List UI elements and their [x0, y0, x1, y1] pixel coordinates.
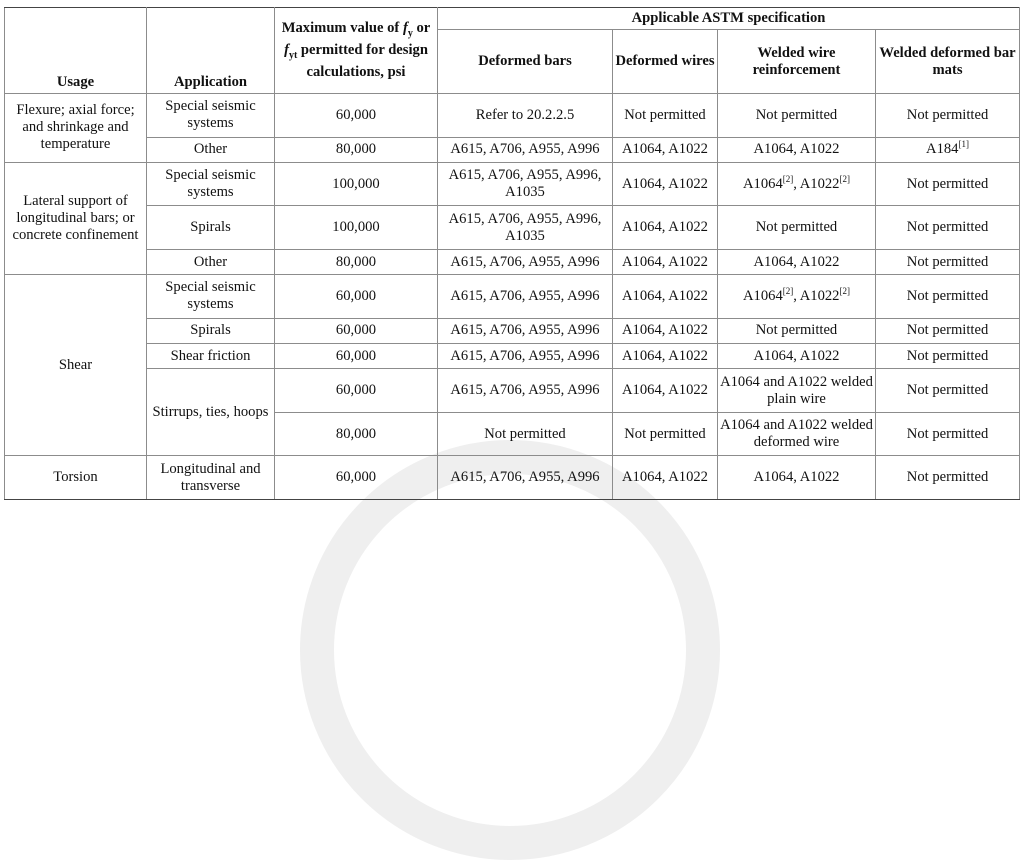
welded-mats-cell: Not permitted: [876, 318, 1020, 343]
welded-wire-cell: A1064 and A1022 welded plain wire: [718, 369, 876, 413]
deformed-wires-cell: A1064, A1022: [613, 369, 718, 413]
welded-mats-cell: Not permitted: [876, 249, 1020, 274]
header-astm-spec: Applicable ASTM specification: [438, 8, 1020, 30]
header-welded-wire: Welded wire reinforcement: [718, 30, 876, 94]
max-value-cell: 100,000: [275, 162, 438, 206]
astm-specification-table: [4, 7, 1020, 500]
deformed-bars-cell: A615, A706, A955, A996: [438, 343, 613, 368]
welded-mats-cell: Not permitted: [876, 343, 1020, 368]
deformed-bars-cell: Not permitted: [438, 412, 613, 456]
welded-mats-cell: A184[1]: [876, 137, 1020, 162]
welded-mats-cell: Not permitted: [876, 94, 1020, 138]
welded-wire-cell: A1064[2], A1022[2]: [718, 162, 876, 206]
max-value-cell: 60,000: [275, 275, 438, 319]
welded-mats-cell: Not permitted: [876, 162, 1020, 206]
header-deformed-bars: Deformed bars: [438, 30, 613, 94]
welded-wire-cell: A1064, A1022: [718, 343, 876, 368]
application-cell: Stirrups, ties, hoops: [147, 369, 275, 456]
header-max-fy: Maximum value of $f_y$ or $f_{yt}$ permitted for design calculations, psi: [275, 8, 438, 94]
usage-flexure: Flexure; axial force; and shrinkage and temperature: [5, 94, 147, 163]
application-cell: Longitudinal and transverse: [147, 456, 275, 500]
max-value-cell: 60,000: [275, 369, 438, 413]
application-cell: Spirals: [147, 318, 275, 343]
deformed-wires-cell: A1064, A1022: [613, 318, 718, 343]
table-row: [5, 94, 1020, 138]
deformed-bars-cell: A615, A706, A955, A996: [438, 456, 613, 500]
deformed-wires-cell: A1064, A1022: [613, 249, 718, 274]
deformed-bars-cell: A615, A706, A955, A996, A1035: [438, 206, 613, 250]
application-cell: Special seismic systems: [147, 275, 275, 319]
application-cell: Shear friction: [147, 343, 275, 368]
deformed-wires-cell: A1064, A1022: [613, 162, 718, 206]
welded-wire-cell: A1064, A1022: [718, 137, 876, 162]
table-row: [5, 206, 1020, 250]
application-cell: Other: [147, 249, 275, 274]
deformed-wires-cell: A1064, A1022: [613, 343, 718, 368]
watermark-logo: [300, 440, 720, 860]
deformed-bars-cell: A615, A706, A955, A996: [438, 249, 613, 274]
welded-wire-cell: Not permitted: [718, 318, 876, 343]
usage-lateral-support: Lateral support of longitudinal bars; or concrete confinement: [5, 162, 147, 274]
welded-wire-cell: Not permitted: [718, 206, 876, 250]
deformed-bars-cell: A615, A706, A955, A996: [438, 275, 613, 319]
table-row: [5, 456, 1020, 500]
header-usage: Usage: [5, 8, 147, 94]
deformed-bars-cell: Refer to 20.2.2.5: [438, 94, 613, 138]
deformed-wires-cell: Not permitted: [613, 94, 718, 138]
welded-mats-cell: Not permitted: [876, 275, 1020, 319]
welded-wire-cell: A1064 and A1022 welded deformed wire: [718, 412, 876, 456]
table-row: [5, 162, 1020, 206]
usage-torsion: Torsion: [5, 456, 147, 500]
welded-wire-cell: A1064, A1022: [718, 456, 876, 500]
table-row: [5, 369, 1020, 413]
welded-wire-cell: A1064, A1022: [718, 249, 876, 274]
deformed-wires-cell: A1064, A1022: [613, 137, 718, 162]
max-value-cell: 80,000: [275, 137, 438, 162]
header-deformed-wires: Deformed wires: [613, 30, 718, 94]
welded-mats-cell: Not permitted: [876, 206, 1020, 250]
usage-shear: Shear: [5, 275, 147, 456]
welded-mats-cell: Not permitted: [876, 369, 1020, 413]
table-row: [5, 137, 1020, 162]
table-row: [5, 249, 1020, 274]
welded-wire-cell: Not permitted: [718, 94, 876, 138]
max-value-cell: 60,000: [275, 343, 438, 368]
deformed-wires-cell: A1064, A1022: [613, 206, 718, 250]
deformed-wires-cell: A1064, A1022: [613, 456, 718, 500]
welded-mats-cell: Not permitted: [876, 456, 1020, 500]
deformed-bars-cell: A615, A706, A955, A996: [438, 137, 613, 162]
header-welded-mats: Welded deformed bar mats: [876, 30, 1020, 94]
application-cell: Spirals: [147, 206, 275, 250]
table-row: [5, 318, 1020, 343]
header-application: Application: [147, 8, 275, 94]
max-value-cell: 80,000: [275, 412, 438, 456]
max-value-cell: 60,000: [275, 94, 438, 138]
deformed-wires-cell: A1064, A1022: [613, 275, 718, 319]
welded-mats-cell: Not permitted: [876, 412, 1020, 456]
max-value-cell: 60,000: [275, 318, 438, 343]
deformed-wires-cell: Not permitted: [613, 412, 718, 456]
max-value-cell: 80,000: [275, 249, 438, 274]
deformed-bars-cell: A615, A706, A955, A996, A1035: [438, 162, 613, 206]
deformed-bars-cell: A615, A706, A955, A996: [438, 369, 613, 413]
application-cell: Special seismic systems: [147, 162, 275, 206]
welded-wire-cell: A1064[2], A1022[2]: [718, 275, 876, 319]
deformed-bars-cell: A615, A706, A955, A996: [438, 318, 613, 343]
table-row: [5, 343, 1020, 368]
application-cell: Special seismic systems: [147, 94, 275, 138]
max-value-cell: 100,000: [275, 206, 438, 250]
application-cell: Other: [147, 137, 275, 162]
max-value-cell: 60,000: [275, 456, 438, 500]
table-row: [5, 275, 1020, 319]
